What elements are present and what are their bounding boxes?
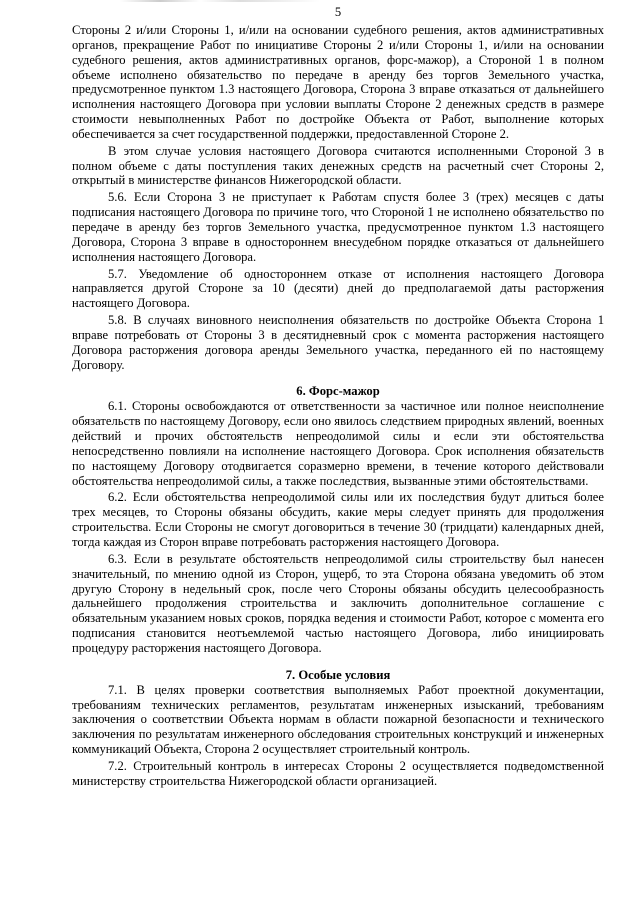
section-6-title: 6. Форс-мажор — [296, 384, 380, 399]
paragraph-5-8: 5.8. В случаях виновного неисполнения обязательств по достройке Объекта Сторона 1 вправе потребовать от Стороны 3 в десятидневный срок с момента расторжения настоящего Договора расторжения договора аренды Земельного участка, переданного ей по настоящему Договору. — [72, 313, 604, 372]
section-6-body — [72, 399, 604, 655]
page-number: 5 — [334, 5, 342, 19]
document-page — [72, 0, 604, 789]
paragraph-6-1: 6.1. Стороны освобождаются от ответственности за частичное или полное неисполнение обязательств по настоящему Договору, если оно явилось следствием природных явлений, военных действий и прочих обстоятельств непреодолимой силы и если эти обстоятельства непосредственно повлияли на исполнение настоящего Договора. Срок исполнения обязательств по настоящему Договору отодвигается соразмерно времени, в течение которого действовали обстоятельства непреодолимой силы, а также последствия, вызванные этими обстоятельствами. — [72, 399, 604, 488]
paragraph-6-2: 6.2. Если обстоятельства непреодолимой силы или их последствия будут длиться более трех месяцев, то Стороны обязаны обсудить, какие меры следует принять для продолжения строительства. Если Стороны не смогут договориться в течение 30 (тридцати) календарных дней, тогда каждая из Сторон вправе потребовать расторжения настоящего Договора. — [72, 490, 604, 549]
paragraph-5-5-continued: Стороны 2 и/или Стороны 1, и/или на основании судебного решения, актов административных органов, прекращение Работ по инициативе Стороны 2 и/или Стороны 1, и/или на основании судебного решения, актов административных органов, форс-мажор), а Стороной 1 в полном объеме исполнено обязательство по передаче в аренду без торгов Земельного участка, предусмотренное пунктом 1.3 настоящего Договора, Сторона 3 вправе отказаться от дальнейшего исполнения настоящего Договора при условии выплаты Стороне 2 денежных средств в размере стоимости невыполненных Работ по достройке Объекта от Работ, выполнение которых обеспечивается за счет государственной поддержки, предоставленной Стороне 2. — [72, 23, 604, 141]
paragraph-5-6: 5.6. Если Сторона 3 не приступает к Работам спустя более 3 (трех) месяцев с даты подписания настоящего Договора по причине того, что Стороной 1 не исполнено обязательство по передаче в аренду без торгов Земельного участка, предусмотренное пунктом 1.3 настоящего Договора, Сторона 3 вправе в одностороннем внесудебном порядке отказаться от дальнейшего исполнения настоящего Договора. — [72, 190, 604, 264]
paragraph-5-5-b: В этом случае условия настоящего Договора считаются исполненными Стороной 3 в полном объеме с даты поступления таких денежных средств на расчетный счет Стороны 2, открытый в министерстве финансов Нижегородской области. — [72, 143, 604, 188]
paragraph-5-7: 5.7. Уведомление об одностороннем отказе от исполнения настоящего Договора направляется другой Стороне за 10 (десяти) дней до предполагаемой даты расторжения настоящего Договора. — [72, 266, 604, 311]
section-7-body — [72, 683, 604, 789]
paragraph-7-1: 7.1. В целях проверки соответствия выполняемых Работ проектной документации, требованиям технических регламентов, результатам инженерных изысканий, требованиям заключения о соответствии Объекта нормам в области пожарной безопасности и технического заключения по результатам инженерного обследования строительных конструкций и инженерных коммуникаций Объекта, Сторона 2 осуществляет строительный контроль. — [72, 682, 604, 757]
section-5-body — [72, 23, 604, 372]
paragraph-7-2: 7.2. Строительный контроль в интересах Стороны 2 осуществляется подведомственной министерству строительства Нижегородской области организацией. — [72, 758, 604, 788]
section-7-title: 7. Особые условия — [285, 667, 391, 682]
paragraph-6-3: 6.3. Если в результате обстоятельств непреодолимой силы строительству был нанесен значительный, по мнению одной из Сторон, ущерб, то эта Сторона обязана уведомить об этом другую Сторону в недельный срок, после чего Стороны обязаны обсудить целесообразность дальнейшего продолжения строительства и заключить дополнительное соглашение с обязательным указанием новых сроков, порядка ведения и стоимости Работ, которое с момента его подписания становится неотъемлемой частью настоящего Договора, либо инициировать процедуру расторжения настоящего Договора. — [72, 551, 604, 655]
